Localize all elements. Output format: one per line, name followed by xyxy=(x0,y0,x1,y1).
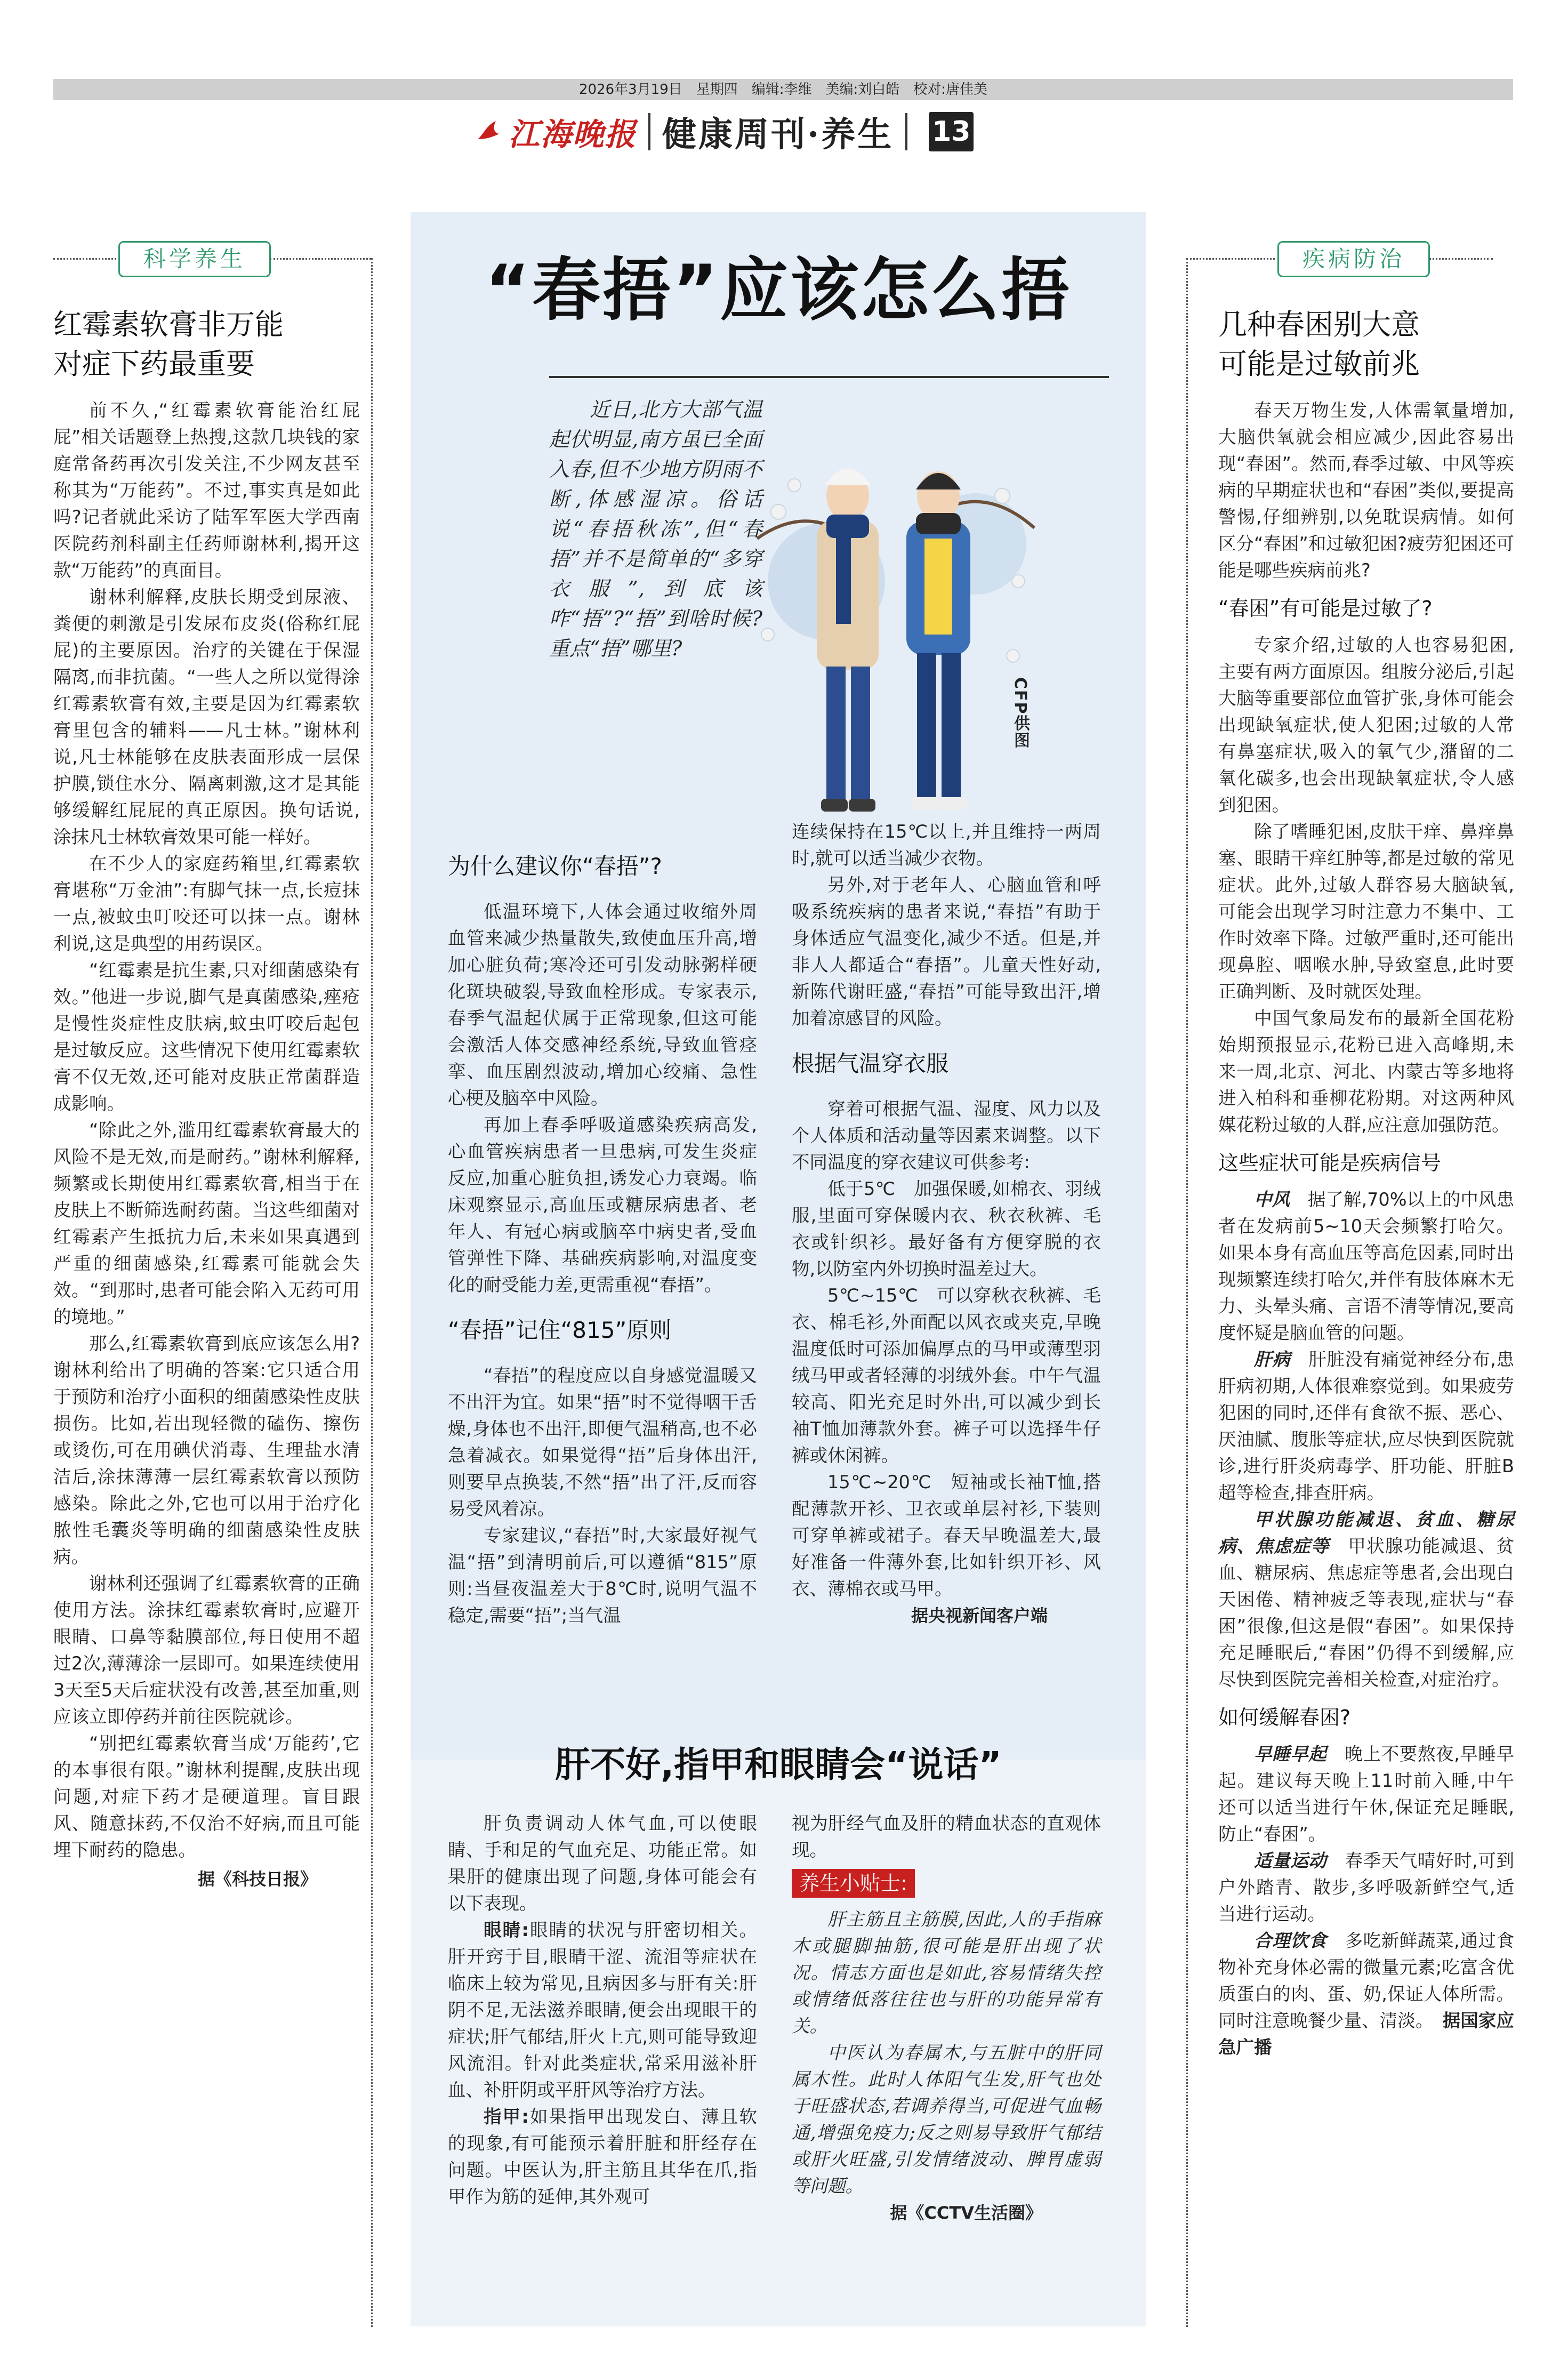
text: 据了解,70%以上的中风患者在发病前5~10天会频繁打哈欠。如果本身有高血压等高危因素,同时出现频繁连续打哈欠,并伴有肢体麻木无力、头晕头痛、言语不清等情况,要高度怀疑是脑血管的问题。 xyxy=(1218,1189,1515,1343)
paragraph: “春捂”的程度应以自身感觉温暖又不出汗为宜。如果“捂”时不觉得咽干舌燥,身体也不出汗,即便气温稍高,也不必急着减衣。如果觉得“捂”后身体出汗,则要早点换装,不然“捂”出了汗,反而容易受风着凉。 xyxy=(448,1365,757,1519)
label-eyes: 眼睛: xyxy=(484,1920,529,1940)
feature-title: “春捂”应该怎么捂 xyxy=(485,251,1072,330)
paragraph: 肝负责调动人体气血,可以使眼睛、手和足的气血充足、功能正常。如果肝的健康出现了问题,身体可能会有以下表现。 xyxy=(448,1813,757,1914)
paragraph: 15℃~20℃ 短袖或长袖T恤,搭配薄款开衫、卫衣或单层衬衫,下装则可穿单裤或裙子。春天早晚温差大,最好准备一件薄外套,比如针织开衫、风衣、薄棉衣或马甲。 xyxy=(792,1472,1101,1599)
article-source: 据央视新闻客户端 xyxy=(911,1606,1048,1626)
label: 早睡早起 xyxy=(1254,1744,1327,1764)
paragraph: 谢林利还强调了红霉素软膏的正确使用方法。涂抹红霉素软膏时,应避开眼睛、口鼻等黏膜部位,每日使用不超过2次,薄薄涂一层即可。如果连续使用3天至5天后症状没有改善,甚至加重,则应该立即停药并前往医院就诊。 xyxy=(53,1573,360,1727)
paragraph: “别把红霉素软膏当成‘万能药’,它的本事很有限。”谢林利提醒,皮肤出现问题,对症下药才是硬道理。盲目跟风、随意抹药,不仅治不好病,而且可能埋下耐药的隐患。 xyxy=(53,1733,360,1860)
label: 肝病 xyxy=(1254,1349,1291,1370)
label-nails: 指甲: xyxy=(484,2106,529,2127)
feature-column-1 xyxy=(448,834,757,1629)
section-heading: 这些症状可能是疾病信号 xyxy=(1218,1151,1442,1175)
photo-credit: CFP供图 xyxy=(1011,677,1030,749)
paragraph: 专家介绍,过敏的人也容易犯困,主要有两方面原因。组胺分泌后,引起大脑等重要部位血管扩张,身体可能会出现缺氧症状,使人犯困;过敏的人常有鼻塞症状,吸入的氧气少,潴留的二氧化碳多,也会出现缺氧症状,令人感到犯困。 xyxy=(1218,635,1514,815)
paragraph: 连续保持在15℃以上,并且维持一两周时,就可以适当减少衣物。 xyxy=(792,821,1101,869)
paragraph: 除了嗜睡犯困,皮肤干痒、鼻痒鼻塞、眼睛干痒红肿等,都是过敏的常见症状。此外,过敏人群容易大脑缺氧,可能会出现学习时注意力不集中、工作时效率下降。过敏严重时,还可能出现鼻腔、咽喉水肿,导致窒息,此时要正确判断、及时就医处理。 xyxy=(1218,821,1514,1002)
paragraph: 中医认为春属木,与五脏中的肝同属木性。此时人体阳气生发,肝气也处于旺盛状态,若调养得当,可促进气血畅通,增强免疫力;反之则易导致肝气郁结或肝火旺盛,引发情绪波动、脾胃虚弱等问题。 xyxy=(792,2042,1101,2196)
article-headline xyxy=(1218,305,1517,384)
page-number: 13 xyxy=(929,112,974,151)
tip-label: 养生小贴士: xyxy=(792,1869,915,1898)
paragraph: 中国气象局发布的最新全国花粉始期预报显示,花粉已进入高峰期,未来一周,北京、河北、内蒙古等多地将进入柏科和垂柳花粉期。对这两种风媒花粉过敏的人群,应注意加强防范。 xyxy=(1218,1008,1514,1135)
headline-line: 对症下药最重要 xyxy=(53,347,255,381)
article-source: 据《CCTV生活圈》 xyxy=(890,2203,1042,2223)
text-nails: 如果指甲出现发白、薄且软的现象,有可能预示着肝脏和肝经存在问题。中医认为,肝主筋且其华在爪,指甲作为筋的延伸,其外观可 xyxy=(448,2106,758,2207)
masthead-divider xyxy=(905,113,907,150)
paragraph: 低于5℃ 加强保暖,如棉衣、羽绒服,里面可穿保暖内衣、秋衣秋裤、毛衣或针织衫。最好备有方便穿脱的衣物,以防室内外切换时温差过大。 xyxy=(792,1178,1101,1279)
headline-line: 几种春困别大意 xyxy=(1218,308,1420,341)
text: 肝脏没有痛觉神经分布,患肝病初期,人体很难察觉到。如果疲劳犯困的同时,还伴有食欲不振、恶心、厌油腻、腹胀等症状,应尽快到医院就诊,进行肝炎病毒学、肝功能、肝脏B超等检查,排查肝病。 xyxy=(1218,1349,1515,1503)
text: 晚上不要熬夜,早睡早起。建议每天晚上11时前入睡,中午还可以适当进行午休,保证充足睡眠,防止“春困”。 xyxy=(1218,1744,1515,1844)
paper-logo-icon xyxy=(475,118,502,146)
column-divider xyxy=(371,258,373,2327)
article-source: 据《科技日报》 xyxy=(197,1869,317,1889)
paragraph: 再加上春季呼吸道感染疾病高发,心血管疾病患者一旦患病,可发生炎症反应,加重心脏负担,诱发心力衰竭。临床观察显示,高血压或糖尿病患者、老年人、有冠心病或脑卒中病史者,受血管弹性下降、基础疾病影响,对温度变化的耐受能力差,更需重视“春捂”。 xyxy=(448,1114,757,1295)
couple-illustration xyxy=(746,405,1045,842)
paragraph xyxy=(1218,1506,1514,1693)
feature-column-2 xyxy=(792,818,1101,1629)
paragraph: 谢林利解释,皮肤长期受到尿液、粪便的刺激是引发尿布皮炎(俗称红屁屁)的主要原因。治疗的关键在于保湿隔离,而非抗菌。“一些人之所以觉得涂红霉素软膏有效,主要是因为红霉素软膏里包含的辅料——凡士林。”谢林利说,凡士林能够在皮肤表面形成一层保护膜,锁住水分、隔离刺激,这才是其能够缓解红屁屁的真正原因。换句话说,涂抹凡士林软膏效果可能一样好。 xyxy=(53,587,360,847)
liver-column-1 xyxy=(448,1810,757,2210)
tag-disease-prevention: 疾病防治 xyxy=(1277,241,1430,277)
article-source: 据国家应急广播 xyxy=(1218,2010,1514,2058)
paragraph xyxy=(1218,1186,1514,1346)
paragraph xyxy=(448,1917,757,2104)
article-body xyxy=(1218,397,1514,2061)
paragraph: 专家建议,“春捂”时,大家最好视气温“捂”到清明前后,可以遵循“815”原则:当昼夜温差大于8℃时,说明气温不稳定,需要“捂”;当气温 xyxy=(448,1525,757,1626)
section-heading: “春捂”记住“815”原则 xyxy=(448,1317,672,1343)
paragraph xyxy=(1218,1848,1514,1928)
masthead-divider xyxy=(648,113,650,150)
paragraph: 春天万物生发,人体需氧量增加,大脑供氧就会相应减少,因此容易出现“春困”。然而,春季过敏、中风等疾病的早期症状也和“春困”类似,要提高警惕,仔细辨别,以免耽误病情。如何区分“春困”和过敏犯困?疲劳犯困还可能是哪些疾病前兆? xyxy=(1218,400,1514,581)
tag-science-health: 科学养生 xyxy=(118,241,271,277)
section-heading: “春困”有可能是过敏了? xyxy=(1218,597,1433,620)
article-headline xyxy=(53,305,368,384)
paragraph: 肝主筋且主筋膜,因此,人的手指麻木或腿脚抽筋,很可能是肝出现了状况。情志方面也是如此,容易情绪失控或情绪低落往往也与肝的功能异常有关。 xyxy=(792,1909,1101,2036)
paragraph: “红霉素是抗生素,只对细菌感染有效。”他进一步说,脚气是真菌感染,痤疮是慢性炎症性皮肤病,蚊虫叮咬后起包是过敏反应。这些情况下使用红霉素软膏不仅无效,还可能对皮肤正常菌群造成影响。 xyxy=(53,960,360,1114)
divider xyxy=(270,258,371,260)
column-divider xyxy=(1186,258,1188,2327)
liver-column-2 xyxy=(792,1810,1101,2226)
paper-name: 江海晚报 xyxy=(509,116,637,152)
section-title: 健康周刊·养生 xyxy=(662,115,894,155)
paragraph: 穿着可根据气温、湿度、风力以及个人体质和活动量等因素来调整。以下不同温度的穿衣建议可供参考: xyxy=(792,1098,1101,1173)
text: 甲状腺功能减退、贫血、糖尿病、焦虑症等患者,会出现白天困倦、精神疲乏等表现,症状与“春困”很像,但这是假“春困”。如果保持充足睡眠后,“春困”仍得不到缓解,应尽快到医院完善相关检查,对症治疗。 xyxy=(1218,1536,1515,1690)
divider xyxy=(1186,258,1275,260)
text: 春季天气晴好时,可到户外踏青、散步,多呼吸新鲜空气,适当进行运动。 xyxy=(1218,1850,1515,1924)
paragraph: “除此之外,滥用红霉素软膏最大的风险不是无效,而是耐药。”谢林利解释,频繁或长期使用红霉素软膏,相当于在皮肤上不断筛选耐药菌。当这些细菌对红霉素产生抵抗力后,未来如果真遇到严重的细菌感染,红霉素可能就会失效。“到那时,患者可能会陷入无药可用的境地。” xyxy=(53,1120,360,1327)
paragraph xyxy=(1218,1928,1514,2061)
headline-line: 可能是过敏前兆 xyxy=(1218,347,1420,381)
text-eyes: 眼睛的状况与肝密切相关。肝开窍于目,眼睛干涩、流泪等症状在临床上较为常见,且病因多与肝有关:肝阴不足,无法滋养眼睛,便会出现眼干的症状;肝气郁结,肝火上亢,则可能导致迎风流泪。针对此类症状,常采用滋补肝血、补肝阴或平肝风等治疗方法。 xyxy=(448,1920,758,2100)
paragraph xyxy=(1218,1346,1514,1506)
lead-text: 近日,北方大部气温起伏明显,南方虽已全面入春,但不少地方阴雨不断,体感湿凉。俗话说“春捂秋冻”,但“春捂”并不是简单的“多穿衣服”,到底该咋“捂”?“捂”到啥时候?重点“捂”哪里? xyxy=(549,398,762,660)
issue-meta: 2026年3月19日 星期四 编辑:李维 美编:刘白皓 校对:唐佳美 xyxy=(578,82,988,98)
headline-line: 红霉素软膏非万能 xyxy=(53,308,284,341)
divider xyxy=(53,258,116,260)
liver-title: 肝不好,指甲和眼睛会“说话” xyxy=(555,1744,1002,1785)
section-heading: 如何缓解春困? xyxy=(1218,1706,1351,1729)
paragraph: 视为肝经气血及肝的精血状态的直观体现。 xyxy=(792,1813,1101,1860)
paragraph xyxy=(448,2104,757,2210)
paragraph: 前不久,“红霉素软膏能治红屁屁”相关话题登上热搜,这款几块钱的家庭常备药再次引发关注,不少网友甚至称其为“万能药”。不过,事实真是如此吗?记者就此采访了陆军军医大学西南医院药剂科副主任药师谢林利,揭开这款“万能药”的真面目。 xyxy=(53,400,360,581)
paragraph: 在不少人的家庭药箱里,红霉素软膏堪称“万金油”:有脚气抹一点,长痘抹一点,被蚊虫叮咬还可以抹一点。谢林利说,这是典型的用药误区。 xyxy=(53,853,360,954)
section-heading: 根据气温穿衣服 xyxy=(792,1050,949,1077)
paragraph: 5℃~15℃ 可以穿秋衣秋裤、毛衣、棉毛衫,外面配以风衣或夹克,早晚温度低时可添加偏厚点的马甲或薄型羽绒马甲或者轻薄的羽绒外套。中午气温较高、阳光充足时外出,可以减少到长袖T恤加薄款外套。裤子可以选择牛仔裤或休闲裤。 xyxy=(792,1285,1101,1466)
text: 多吃新鲜蔬菜,通过食物补充身体必需的微量元素;吃富含优质蛋白的肉、蛋、奶,保证人体所需。同时注意晚餐少量、清淡。 xyxy=(1218,1930,1515,2031)
label: 甲状腺功能减退、贫血、糖尿病、焦虑症等 xyxy=(1218,1509,1514,1556)
paragraph: 那么,红霉素软膏到底应该怎么用?谢林利给出了明确的答案:它只适合用于预防和治疗小面积的细菌感染性皮肤损伤。比如,若出现轻微的磕伤、擦伤或烫伤,可在用碘伏消毒、生理盐水清洁后,涂抹薄薄一层红霉素软膏以预防感染。除此之外,它也可以用于治疗化脓性毛囊炎等明确的细菌感染性皮肤病。 xyxy=(53,1333,360,1567)
label: 合理饮食 xyxy=(1254,1930,1327,1951)
paragraph: 另外,对于老年人、心脑血管和呼吸系统疾病的患者来说,“春捂”有助于身体适应气温变化,减少不适。但是,并非人人都适合“春捂”。儿童天性好动,新陈代谢旺盛,“春捂”可能导致出汗,增加着凉感冒的风险。 xyxy=(792,874,1101,1029)
section-heading: 为什么建议你“春捂”? xyxy=(448,853,662,879)
title-rule xyxy=(549,376,1109,378)
label: 适量运动 xyxy=(1254,1850,1327,1871)
label: 中风 xyxy=(1254,1189,1290,1210)
paragraph xyxy=(1218,1741,1514,1848)
article-body xyxy=(53,397,360,1892)
tip-body xyxy=(792,1906,1101,2200)
divider xyxy=(1429,258,1493,260)
paragraph: 低温环境下,人体会通过收缩外周血管来减少热量散失,致使血压升高,增加心脏负荷;寒冷还可引发动脉粥样硬化斑块破裂,导致血栓形成。专家表示,春季气温起伏属于正常现象,但这可能会激活人体交感神经系统,导致血管痉挛、血压剧烈波动,增加心绞痛、急性心梗及脑卒中风险。 xyxy=(448,901,757,1109)
masthead xyxy=(475,109,974,154)
feature-lead xyxy=(549,395,762,663)
